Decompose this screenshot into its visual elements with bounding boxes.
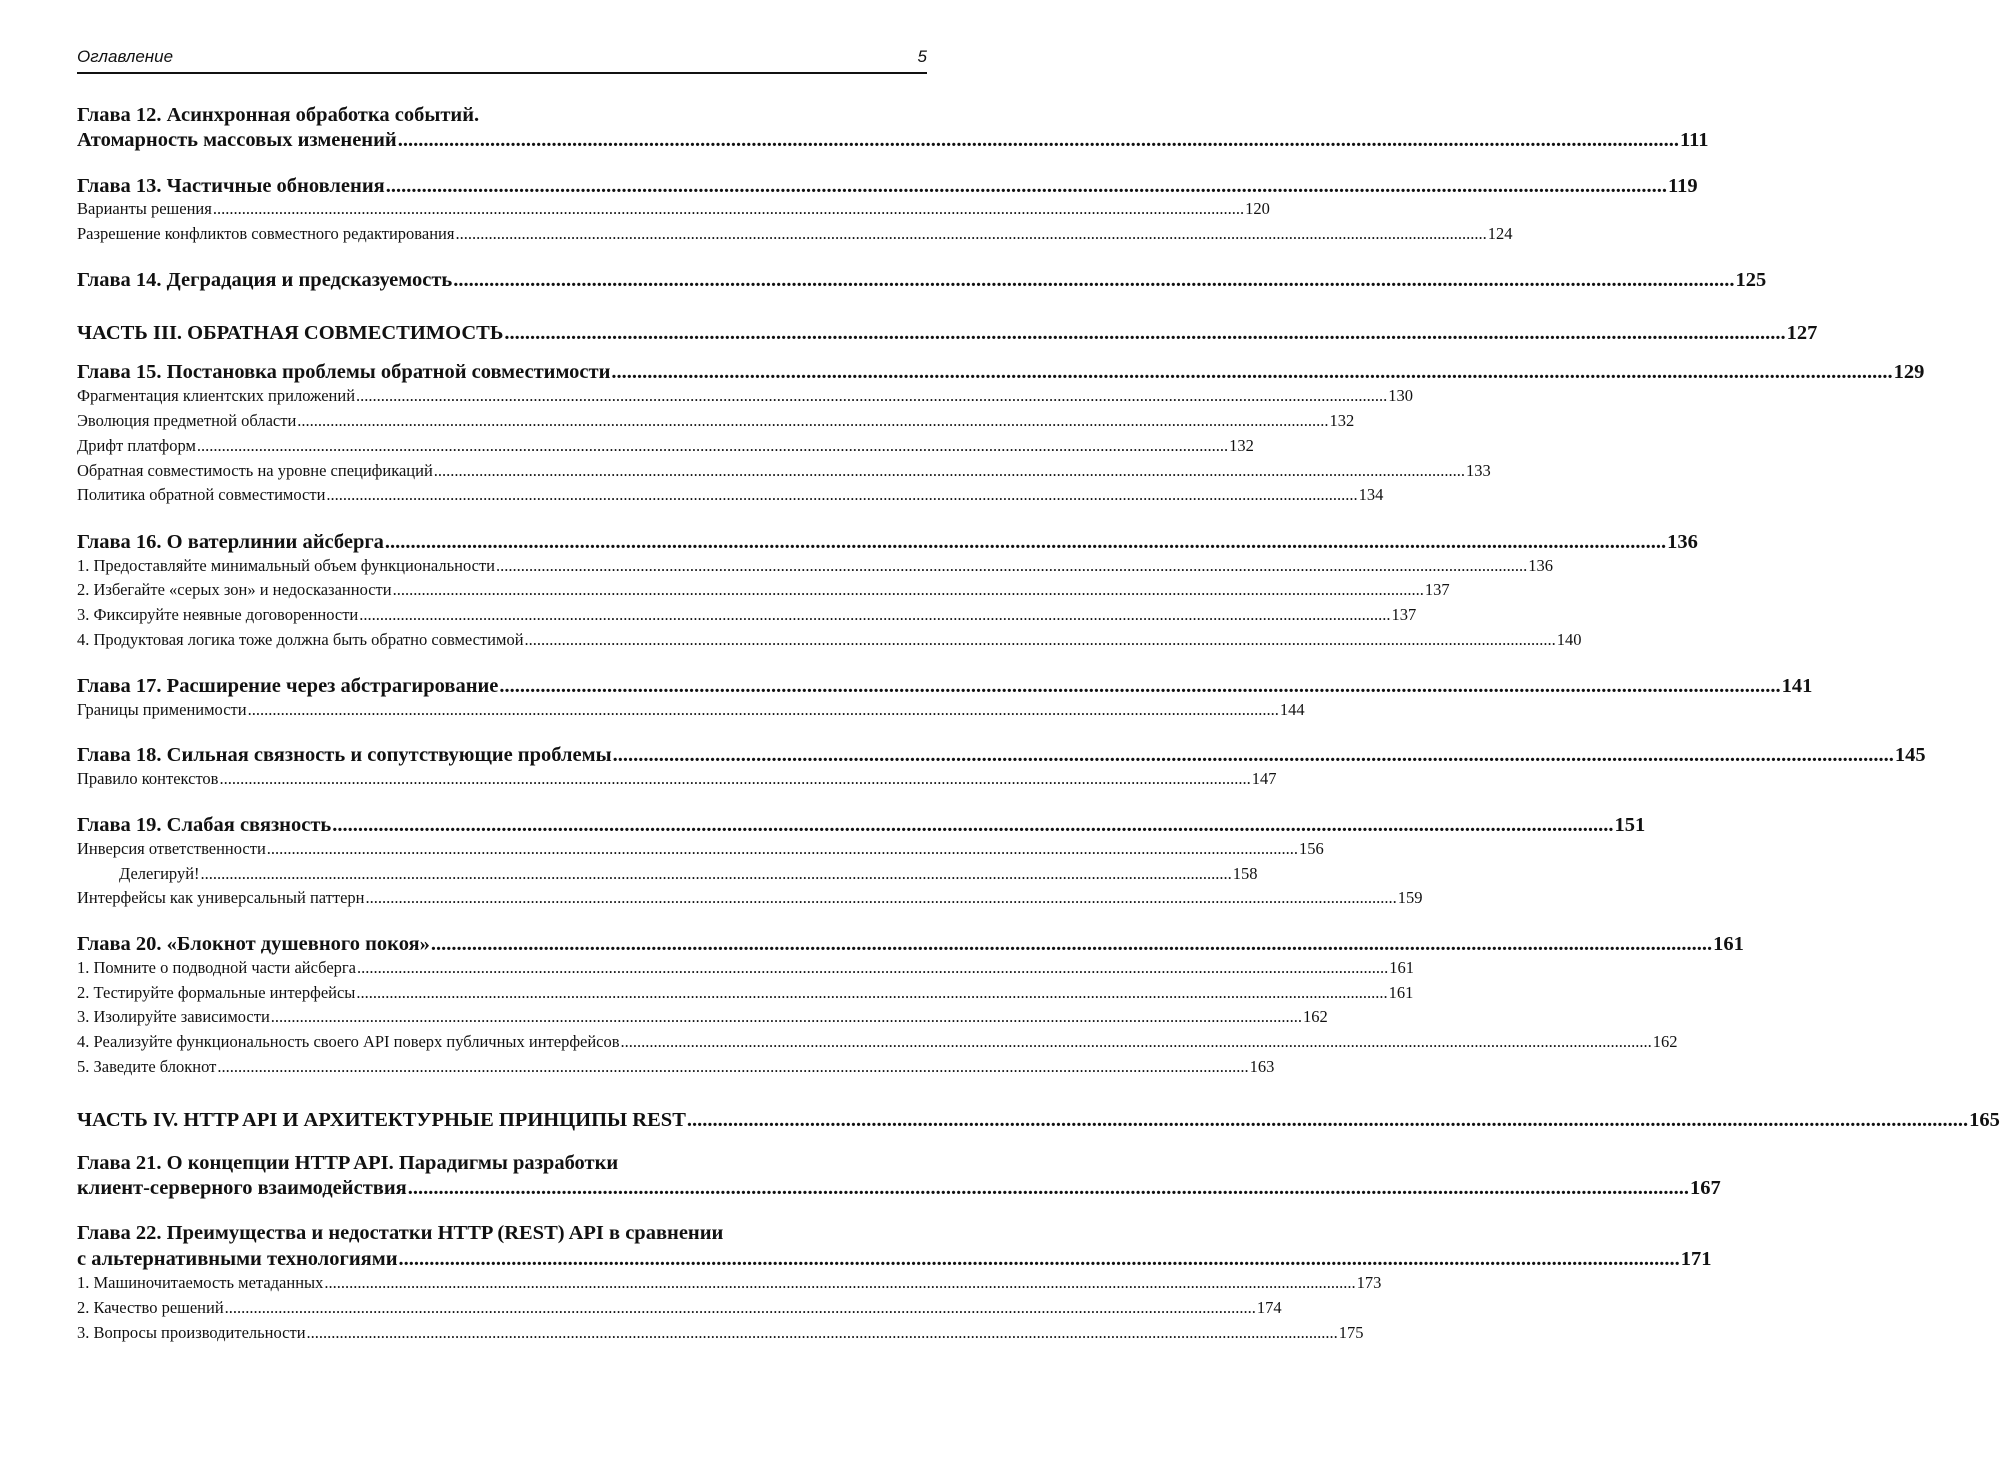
- toc-section-entry: [77, 983, 1414, 1003]
- dot-leader: ..........................................................................................................................................................................................................................................................: [326, 485, 1358, 504]
- dot-leader: ..........................................................................................................................................................................................................................................................: [217, 1057, 1249, 1076]
- toc-entry-title: Инверсия ответственности: [77, 839, 266, 858]
- toc-entry-page: 120: [1245, 199, 1270, 218]
- dot-leader: ..........................................................................................................................................................................................................................................................: [455, 224, 1487, 243]
- dot-leader: ..........................................................................................................................................................................................................................................................: [453, 269, 1735, 291]
- toc-entry-page: 134: [1358, 485, 1384, 504]
- toc-entry-title: Глава 17. Расширение через абстрагирование: [77, 675, 499, 697]
- toc-entry-page: 175: [1338, 1323, 1364, 1342]
- dot-leader: ..........................................................................................................................................................................................................................................................: [224, 1298, 1256, 1317]
- toc-chapter-entry: [77, 268, 1767, 292]
- dot-leader: ..........................................................................................................................................................................................................................................................: [407, 1177, 1689, 1199]
- toc-entry-page: 129: [1893, 361, 1925, 383]
- toc-entry-title: Обратная совместимость на уровне спецификаций: [77, 461, 433, 480]
- toc-entry-title: Политика обратной совместимости: [77, 485, 326, 504]
- toc-entry-title: 3. Вопросы производительности: [77, 1323, 306, 1342]
- toc-entry-page: 132: [1229, 436, 1254, 455]
- dot-leader: ..........................................................................................................................................................................................................................................................: [306, 1323, 1338, 1342]
- header-page-number: 5: [917, 47, 927, 66]
- dot-leader: ..........................................................................................................................................................................................................................................................: [324, 1273, 1356, 1292]
- toc-entry-page: 127: [1786, 322, 1818, 344]
- toc-entry-title-line: Глава 12. Асинхронная обработка событий.: [77, 104, 480, 126]
- toc-entry-title: Делегируй!: [119, 864, 200, 883]
- toc-entry-page: 140: [1556, 630, 1582, 649]
- toc-section-entry: [77, 958, 1415, 978]
- toc-entry-title: Разрешение конфликтов совместного редактирования: [77, 224, 455, 243]
- toc-section-entry: [77, 556, 1553, 576]
- toc-chapter-entry: [77, 321, 1818, 345]
- toc-entry-title: Фрагментация клиентских приложений: [77, 386, 356, 405]
- toc-chapter-entry: [77, 813, 1646, 837]
- toc-entry-page: 137: [1424, 580, 1450, 599]
- toc-entry-title: 2. Качество решений: [77, 1298, 224, 1317]
- toc-entry-title: Интерфейсы как универсальный паттерн: [77, 888, 365, 907]
- toc-entry-title: Правило контекстов: [77, 769, 219, 788]
- dot-leader: ..........................................................................................................................................................................................................................................................: [433, 461, 1466, 480]
- dot-leader: ..........................................................................................................................................................................................................................................................: [196, 436, 1229, 455]
- toc-chapter-entry: [77, 360, 1925, 384]
- toc-chapter-entry: [77, 674, 1813, 698]
- toc-chapter-entry: [77, 1176, 1721, 1200]
- dot-leader: ..........................................................................................................................................................................................................................................................: [332, 814, 1614, 836]
- dot-leader: ..........................................................................................................................................................................................................................................................: [266, 839, 1299, 858]
- toc-entry-title-line: Глава 21. О концепции HTTP API. Парадигмы разработки: [77, 1152, 619, 1174]
- dot-leader: ..........................................................................................................................................................................................................................................................: [392, 580, 1424, 599]
- header-title: Оглавление: [77, 47, 174, 66]
- dot-leader: ..........................................................................................................................................................................................................................................................: [430, 933, 1713, 955]
- dot-leader: ..........................................................................................................................................................................................................................................................: [686, 1109, 1969, 1131]
- toc-section-entry: [77, 461, 1491, 481]
- toc-entry-page: 132: [1329, 411, 1355, 430]
- toc-section-entry: [77, 436, 1254, 456]
- toc-section-entry: [77, 864, 1258, 884]
- toc-entry-title: 2. Избегайте «серых зон» и недосказанности: [77, 580, 392, 599]
- toc-entry-title: 3. Фиксируйте неявные договоренности: [77, 605, 359, 624]
- toc-entry-page: 162: [1303, 1007, 1328, 1026]
- dot-leader: ..........................................................................................................................................................................................................................................................: [496, 556, 1528, 575]
- dot-leader: ..........................................................................................................................................................................................................................................................: [612, 744, 1894, 766]
- toc-chapter-entry: [77, 174, 1698, 198]
- toc-entry-page: 145: [1894, 744, 1926, 766]
- toc-section-entry: [77, 1007, 1328, 1027]
- toc-section-entry: [77, 1057, 1275, 1077]
- toc-section-entry: [77, 411, 1355, 431]
- toc-section-entry: [77, 1032, 1678, 1052]
- header-rule: [77, 72, 927, 74]
- dot-leader: ..........................................................................................................................................................................................................................................................: [397, 129, 1679, 151]
- dot-leader: ..........................................................................................................................................................................................................................................................: [384, 531, 1667, 553]
- toc-entry-title: 2. Тестируйте формальные интерфейсы: [77, 983, 356, 1002]
- toc-entry-title: Глава 15. Постановка проблемы обратной совместимости: [77, 361, 611, 383]
- toc-entry-page: 161: [1389, 958, 1415, 977]
- toc-chapter-entry: [77, 530, 1698, 554]
- toc-entry-page: 159: [1397, 888, 1423, 907]
- toc-entry-page: 161: [1713, 933, 1744, 955]
- running-header: [77, 47, 927, 72]
- dot-leader: ..........................................................................................................................................................................................................................................................: [270, 1007, 1303, 1026]
- toc-entry-page: 171: [1680, 1248, 1712, 1270]
- dot-leader: ..........................................................................................................................................................................................................................................................: [385, 175, 1667, 197]
- toc-section-entry: [77, 199, 1270, 219]
- toc-entry-page: 136: [1528, 556, 1553, 575]
- toc-entry-page: 137: [1391, 605, 1417, 624]
- dot-leader: ..........................................................................................................................................................................................................................................................: [297, 411, 1329, 430]
- toc-entry-page: 161: [1388, 983, 1414, 1002]
- toc-entry-page: 162: [1652, 1032, 1678, 1051]
- toc-entry-page: 144: [1279, 700, 1305, 719]
- toc-entry-page: 156: [1299, 839, 1324, 858]
- toc-entry-title: 1. Машиночитаемость метаданных: [77, 1273, 324, 1292]
- toc-section-entry: [77, 839, 1324, 859]
- toc-section-entry: [77, 224, 1513, 244]
- toc-section-entry: [77, 769, 1277, 789]
- toc-entry-title: 4. Продуктовая логика тоже должна быть обратно совместимой: [77, 630, 524, 649]
- toc-chapter-entry: [77, 932, 1744, 956]
- toc-entry-page: 119: [1667, 175, 1698, 197]
- toc-entry-page: 163: [1249, 1057, 1275, 1076]
- toc-entry-page: 124: [1487, 224, 1513, 243]
- toc-section-entry: [77, 386, 1414, 406]
- toc-entry-title: 1. Помните о подводной части айсберга: [77, 958, 357, 977]
- toc-section-entry: [77, 888, 1423, 908]
- toc-entry-title: Эволюция предметной области: [77, 411, 297, 430]
- toc-chapter-entry: [77, 1108, 2000, 1132]
- toc-section-entry: [77, 1273, 1382, 1293]
- toc-entry-page: 151: [1614, 814, 1646, 836]
- toc-entry-page: 174: [1256, 1298, 1282, 1317]
- toc-entry-page: 130: [1388, 386, 1414, 405]
- toc-entry-title: 3. Изолируйте зависимости: [77, 1007, 270, 1026]
- toc-entry-page: 125: [1735, 269, 1767, 291]
- toc-entry-page: 165: [1969, 1109, 2000, 1131]
- toc-section-entry: [77, 1323, 1364, 1343]
- toc-entry-title: Варианты решения: [77, 199, 212, 218]
- dot-leader: ..........................................................................................................................................................................................................................................................: [357, 958, 1389, 977]
- toc-entry-title: Границы применимости: [77, 700, 247, 719]
- toc-entry-title: ЧАСТЬ IV. HTTP API И АРХИТЕКТУРНЫЕ ПРИНЦИПЫ REST: [77, 1109, 686, 1131]
- dot-leader: ..........................................................................................................................................................................................................................................................: [524, 630, 1556, 649]
- toc-chapter-entry: [77, 1247, 1712, 1271]
- toc-entry-title: клиент-серверного взаимодействия: [77, 1177, 407, 1199]
- toc-section-entry: [77, 580, 1450, 600]
- toc-section-entry: [77, 485, 1384, 505]
- toc-section-entry: [77, 630, 1582, 650]
- toc-entry-title: 5. Заведите блокнот: [77, 1057, 217, 1076]
- toc-entry-title: Глава 19. Слабая связность: [77, 814, 332, 836]
- dot-leader: ..........................................................................................................................................................................................................................................................: [356, 386, 1388, 405]
- toc-entry-title: Глава 13. Частичные обновления: [77, 175, 385, 197]
- toc-entry-page: 158: [1232, 864, 1258, 883]
- toc-entry-title: 1. Предоставляйте минимальный объем функциональности: [77, 556, 495, 575]
- toc-chapter-entry: [77, 743, 1926, 767]
- toc-entry-title: Атомарность массовых изменений: [77, 129, 397, 151]
- toc-entry-title: с альтернативными технологиями: [77, 1248, 398, 1270]
- toc-entry-page: 173: [1356, 1273, 1382, 1292]
- toc-entry-title: Дрифт платформ: [77, 436, 196, 455]
- dot-leader: ..........................................................................................................................................................................................................................................................: [247, 700, 1279, 719]
- toc-chapter-entry: [77, 128, 1709, 152]
- toc-entry-page: 147: [1251, 769, 1277, 788]
- dot-leader: ..........................................................................................................................................................................................................................................................: [356, 983, 1388, 1002]
- dot-leader: ..........................................................................................................................................................................................................................................................: [620, 1032, 1652, 1051]
- dot-leader: ..........................................................................................................................................................................................................................................................: [398, 1248, 1680, 1270]
- toc-entry-title-line: Глава 22. Преимущества и недостатки HTTP (REST) API в сравнении: [77, 1222, 724, 1244]
- toc-section-entry: [77, 605, 1417, 625]
- toc-entry-title: ЧАСТЬ III. ОБРАТНАЯ СОВМЕСТИМОСТЬ: [77, 322, 504, 344]
- dot-leader: ..........................................................................................................................................................................................................................................................: [212, 199, 1245, 218]
- toc-entry-title: Глава 20. «Блокнот душевного покоя»: [77, 933, 430, 955]
- dot-leader: ..........................................................................................................................................................................................................................................................: [611, 361, 1893, 383]
- dot-leader: ..........................................................................................................................................................................................................................................................: [219, 769, 1251, 788]
- dot-leader: ..........................................................................................................................................................................................................................................................: [504, 322, 1786, 344]
- toc-entry-title: Глава 16. О ватерлинии айсберга: [77, 531, 384, 553]
- dot-leader: ..........................................................................................................................................................................................................................................................: [499, 675, 1781, 697]
- dot-leader: ..........................................................................................................................................................................................................................................................: [200, 864, 1232, 883]
- toc-entry-page: 133: [1466, 461, 1491, 480]
- toc-section-entry: [77, 700, 1305, 720]
- toc-entry-page: 111: [1680, 129, 1709, 151]
- toc-section-entry: [77, 1298, 1282, 1318]
- dot-leader: ..........................................................................................................................................................................................................................................................: [359, 605, 1391, 624]
- toc-entry-page: 167: [1689, 1177, 1721, 1199]
- dot-leader: ..........................................................................................................................................................................................................................................................: [365, 888, 1397, 907]
- toc-entry-page: 136: [1667, 531, 1698, 553]
- toc-entry-title: 4. Реализуйте функциональность своего API поверх публичных интерфейсов: [77, 1032, 620, 1051]
- toc-entry-title: Глава 14. Деградация и предсказуемость: [77, 269, 453, 291]
- toc-entry-page: 141: [1781, 675, 1813, 697]
- toc-entry-title: Глава 18. Сильная связность и сопутствующие проблемы: [77, 744, 612, 766]
